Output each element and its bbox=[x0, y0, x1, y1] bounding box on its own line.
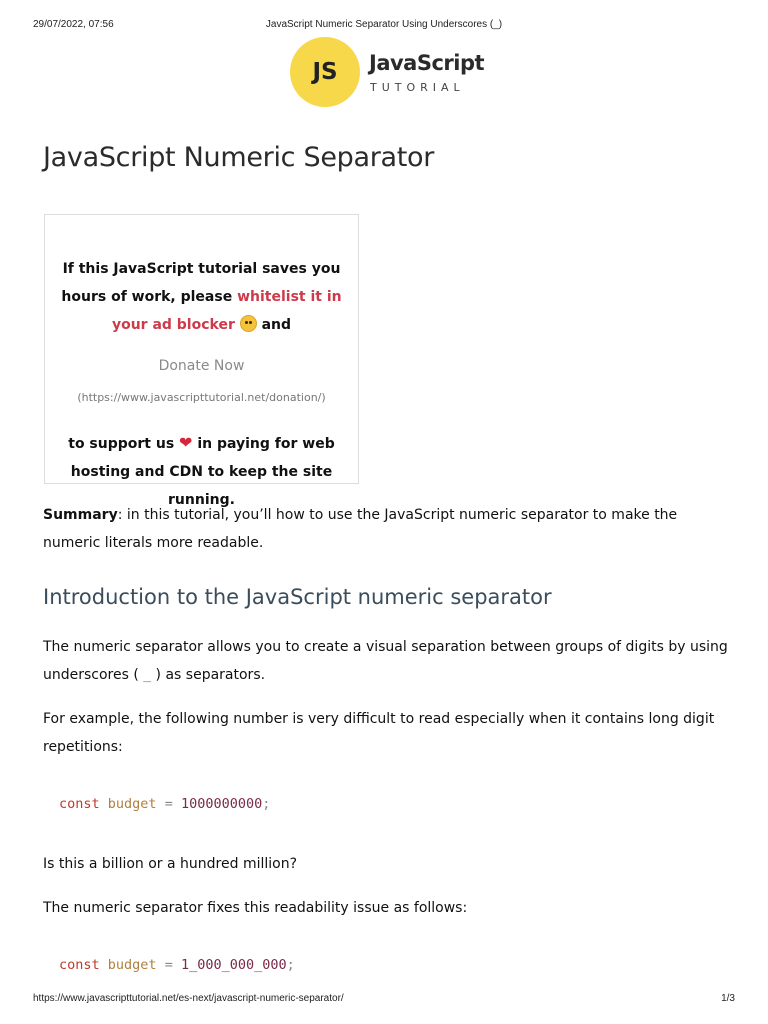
donation-box bbox=[44, 214, 359, 508]
intro-paragraph bbox=[43, 633, 733, 690]
support-line-2: hosting and CDN to keep the site bbox=[70, 464, 333, 480]
print-url: https://www.javascripttutorial.net/es-next/javascript-numeric-separator/ bbox=[33, 993, 344, 1004]
fix-paragraph: The numeric separator fixes this readability issue as follows: bbox=[43, 900, 468, 916]
logo-name: JavaScript bbox=[369, 51, 485, 75]
intro-text-b: ) as separators. bbox=[151, 667, 266, 683]
summary-paragraph bbox=[43, 501, 733, 557]
donation-message bbox=[45, 255, 358, 339]
code-semicolon: ; bbox=[262, 796, 271, 812]
support-line-1b: in paying for web bbox=[192, 436, 335, 452]
example-paragraph: For example, the following number is very difficult to read especially when it contains long digit repetitions: bbox=[43, 711, 715, 755]
donation-line-1: If this JavaScript tutorial saves you bbox=[62, 261, 341, 277]
donation-line-2: hours of work, please bbox=[61, 289, 238, 305]
intro-text-a: The numeric separator allows you to create a visual separation between groups of digits by using underscores ( bbox=[43, 639, 728, 683]
code-example-2 bbox=[59, 957, 295, 973]
code-operator: = bbox=[164, 957, 173, 973]
section-heading: Introduction to the JavaScript numeric separator bbox=[43, 585, 552, 609]
logo-badge: JS bbox=[290, 37, 360, 107]
print-page-number: 1/3 bbox=[721, 993, 735, 1004]
donate-url: (https://www.javascripttutorial.net/donation/) bbox=[77, 391, 326, 404]
page-title: JavaScript Numeric Separator bbox=[43, 142, 435, 173]
donate-now-link[interactable]: Donate Now bbox=[158, 358, 245, 374]
whitelist-link[interactable]: whitelist it in bbox=[237, 289, 342, 305]
code-operator: = bbox=[164, 796, 173, 812]
code-number: 1_000_000_000 bbox=[180, 957, 287, 973]
logo-subtitle: TUTORIAL bbox=[370, 81, 465, 94]
underscore-code: _ bbox=[143, 668, 152, 683]
question-paragraph: Is this a billion or a hundred million? bbox=[43, 856, 298, 872]
summary-text: : in this tutorial, you’ll how to use the JavaScript numeric separator to make the numeric literals more readable. bbox=[43, 507, 678, 551]
support-line-1a: to support us bbox=[68, 436, 180, 452]
code-semicolon: ; bbox=[286, 957, 295, 973]
summary-label: Summary bbox=[43, 507, 118, 523]
code-variable: budget bbox=[107, 957, 157, 973]
ad-blocker-link[interactable]: your ad blocker bbox=[111, 317, 235, 333]
code-keyword: const bbox=[59, 796, 100, 812]
heart-icon: ❤ bbox=[179, 433, 193, 452]
print-title: JavaScript Numeric Separator Using Underscores (_) bbox=[265, 19, 503, 30]
code-variable: budget bbox=[107, 796, 157, 812]
print-date: 29/07/2022, 07:56 bbox=[33, 19, 114, 30]
code-example-1 bbox=[59, 796, 270, 812]
code-keyword: const bbox=[59, 957, 100, 973]
crying-face-icon bbox=[240, 315, 257, 332]
donation-line-3-end: and bbox=[256, 317, 292, 333]
code-number: 1000000000 bbox=[180, 796, 263, 812]
support-line-3: running. bbox=[168, 492, 235, 508]
